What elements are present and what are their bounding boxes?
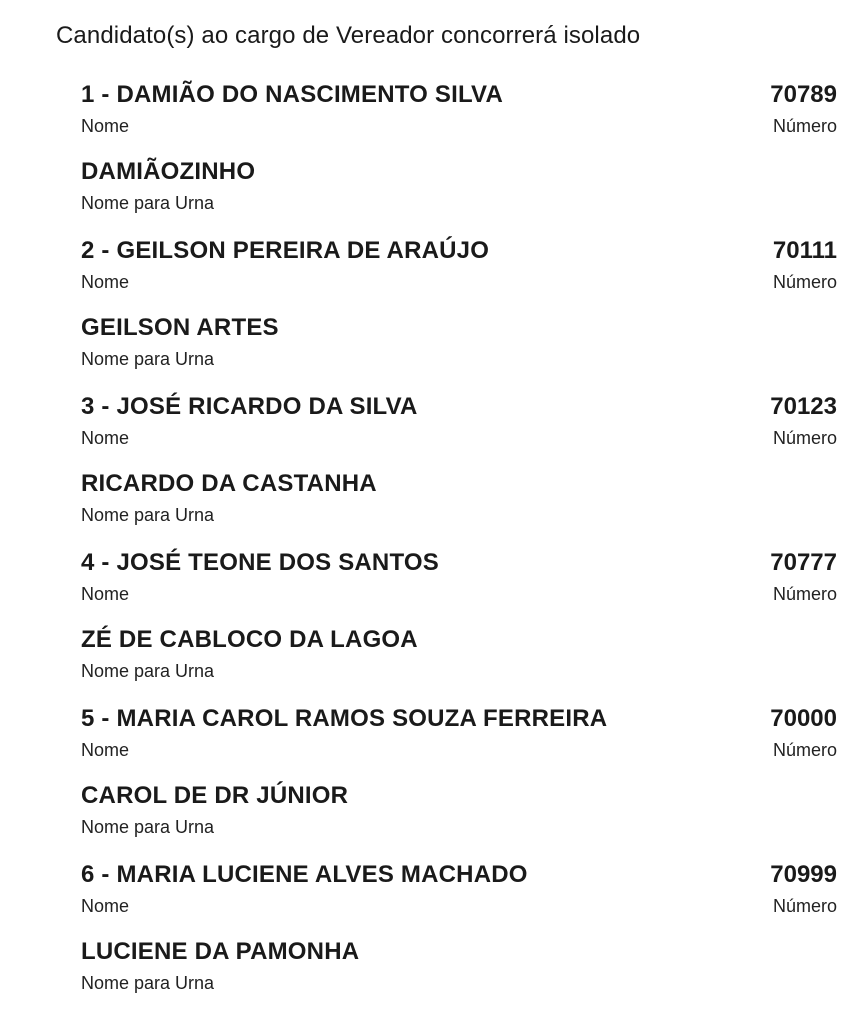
candidate-item: [81, 700, 837, 856]
candidate-number: 70999: [770, 861, 837, 888]
name-label: Nome: [81, 272, 130, 292]
candidate-name: 2 - GEILSON PEREIRA DE ARAÚJO: [81, 237, 490, 264]
candidate-name: 3 - JOSÉ RICARDO DA SILVA: [81, 393, 418, 420]
ballot-name: ZÉ DE CABLOCO DA LAGOA: [81, 626, 418, 653]
ballot-name: CAROL DE DR JÚNIOR: [81, 782, 349, 809]
ballot-name-label: Nome para Urna: [81, 817, 215, 837]
candidate-list: [81, 76, 837, 1012]
candidate-number: 70000: [770, 705, 837, 732]
section-title: Candidato(s) ao cargo de Vereador concorrerá isolado: [56, 22, 641, 49]
ballot-name-label: Nome para Urna: [81, 661, 215, 681]
candidate-name: 5 - MARIA CAROL RAMOS SOUZA FERREIRA: [81, 705, 608, 732]
ballot-name-label: Nome para Urna: [81, 349, 215, 369]
candidate-item: [81, 544, 837, 700]
candidate-name: 6 - MARIA LUCIENE ALVES MACHADO: [81, 861, 528, 888]
name-label: Nome: [81, 896, 130, 916]
candidate-name: 4 - JOSÉ TEONE DOS SANTOS: [81, 549, 439, 576]
candidate-item: [81, 856, 837, 1012]
name-label: Nome: [81, 428, 130, 448]
candidate-item: [81, 232, 837, 388]
ballot-name: RICARDO DA CASTANHA: [81, 470, 377, 497]
number-label: Número: [772, 740, 837, 760]
number-label: Número: [772, 272, 837, 292]
ballot-name: LUCIENE DA PAMONHA: [81, 938, 360, 965]
ballot-name-label: Nome para Urna: [81, 505, 215, 525]
ballot-name: DAMIÃOZINHO: [81, 158, 256, 185]
name-label: Nome: [81, 116, 130, 136]
ballot-name-label: Nome para Urna: [81, 193, 215, 213]
candidate-item: [81, 76, 837, 232]
candidate-number: 70123: [770, 393, 837, 420]
candidate-item: [81, 388, 837, 544]
candidate-name: 1 - DAMIÃO DO NASCIMENTO SILVA: [81, 81, 504, 108]
number-label: Número: [772, 896, 837, 916]
candidate-number: 70777: [770, 549, 837, 576]
candidate-number: 70789: [770, 81, 837, 108]
name-label: Nome: [81, 584, 130, 604]
candidate-number: 70111: [772, 237, 837, 264]
ballot-name: GEILSON ARTES: [81, 314, 279, 341]
number-label: Número: [772, 428, 837, 448]
ballot-name-label: Nome para Urna: [81, 973, 215, 993]
name-label: Nome: [81, 740, 130, 760]
number-label: Número: [772, 116, 837, 136]
number-label: Número: [772, 584, 837, 604]
